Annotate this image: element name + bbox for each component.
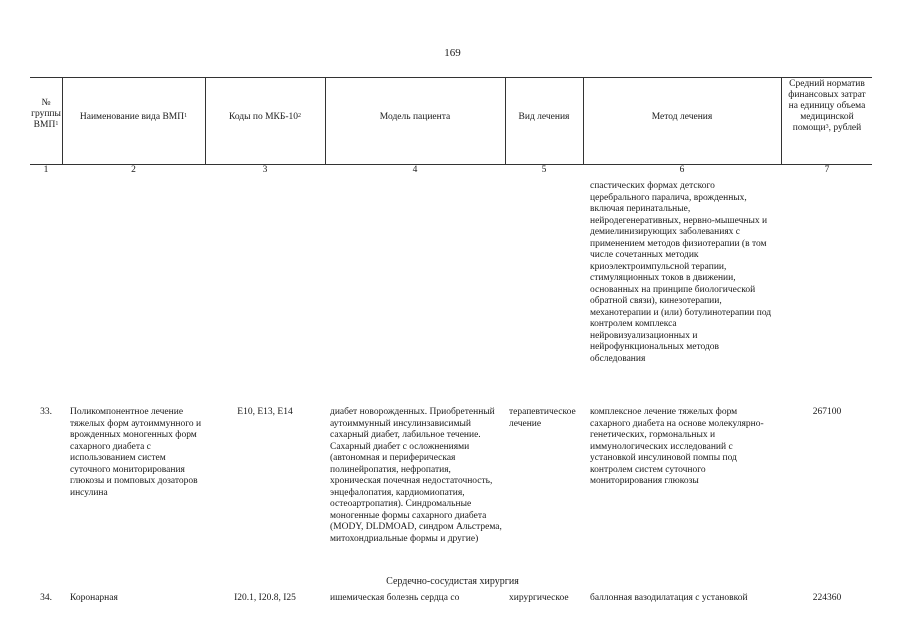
section-title: Сердечно-сосудистая хирургия — [386, 576, 519, 587]
row-number: 34. — [40, 593, 52, 603]
row-treatment-method: баллонная вазодилатация с установкой — [590, 593, 748, 603]
header-patient-model: Модель пациента — [379, 112, 451, 122]
column-number: 4 — [412, 165, 418, 175]
header-vmp-name: Наименование вида ВМП$^1$ — [79, 112, 188, 122]
table-top-border — [30, 77, 872, 78]
row-treatment-type: терапевтическое лечение — [509, 407, 576, 429]
column-number: 6 — [679, 165, 685, 175]
column-number: 7 — [824, 165, 830, 175]
row-number: 33. — [40, 407, 52, 417]
column-number: 1 — [43, 165, 49, 175]
row-vmp-name: Поликомпонентное лечение тяжелых форм аутоиммунного и врожденных моногенных форм сахарного диабета с использованием систем суточного мониторирования глюкозы и помповых дозаторов инсулина — [70, 407, 202, 498]
column-divider — [781, 77, 782, 164]
header-group-number: № группы ВМП$^1$ — [31, 98, 61, 130]
row-patient-model: ишемическая болезнь сердца со — [330, 593, 460, 603]
row-treatment-method: комплексное лечение тяжелых форм сахарного диабета на основе молекулярно-генетических, гормональных и иммунологических исследований с установкой инсулиновой помпы под контролем систем суточного мониторирования глюкозы — [590, 407, 764, 486]
header-average-cost: Средний норматив финансовых затрат на единицу объема медицинской помощи$^3$, рублей — [788, 79, 866, 133]
page-number: 169 — [444, 47, 461, 59]
column-number: 5 — [541, 165, 547, 175]
row-treatment-type: хирургическое — [509, 593, 569, 603]
column-number: 3 — [262, 165, 268, 175]
row-average-cost: 224360 — [812, 593, 842, 603]
header-icd-codes: Коды по МКБ-$10^2$ — [228, 112, 302, 122]
row-icd-codes: E10, E13, E14 — [237, 407, 293, 417]
row-vmp-name: Коронарная — [70, 593, 118, 603]
column-number: 2 — [131, 165, 136, 175]
header-treatment-method: Метод лечения — [651, 112, 713, 122]
row-icd-codes: I20.1, I20.8, I25 — [234, 593, 296, 603]
row-patient-model: диабет новорожденных. Приобретенный аутоиммунный инсулинзависимый сахарный диабет, лабильное течение. Сахарный диабет с осложнениями (автономная и периферическая полинейропатия, нефропатия, хроническая почечная недостаточность, энцефалопатия, кардиомиопатия, остеоартропатия). Синдромальные моногенные формы сахарного диабета (MODY, DLDMOAD, синдром Альстрема, митохондриальные формы и другие) — [330, 407, 502, 544]
header-treatment-type: Вид лечения — [518, 112, 570, 122]
row-average-cost: 267100 — [812, 407, 842, 417]
continued-method-text: спастических формах детского церебрального паралича, врожденных, включая перинатальные, нейродегенеративных, нервно-мышечных и демиелинизирующих заболеваниях с применением методов физиотерапии (в том числе сочетанных методик криоэлектроимпульсной терапии, стимуляционных токов в движении, основанных на принципе биологической обратной связи), кинезотерапии, механотерапии и (или) ботулинотерапии под контролем комплекса нейровизуализационных и нейрофункциональных методов обследования — [590, 181, 772, 364]
